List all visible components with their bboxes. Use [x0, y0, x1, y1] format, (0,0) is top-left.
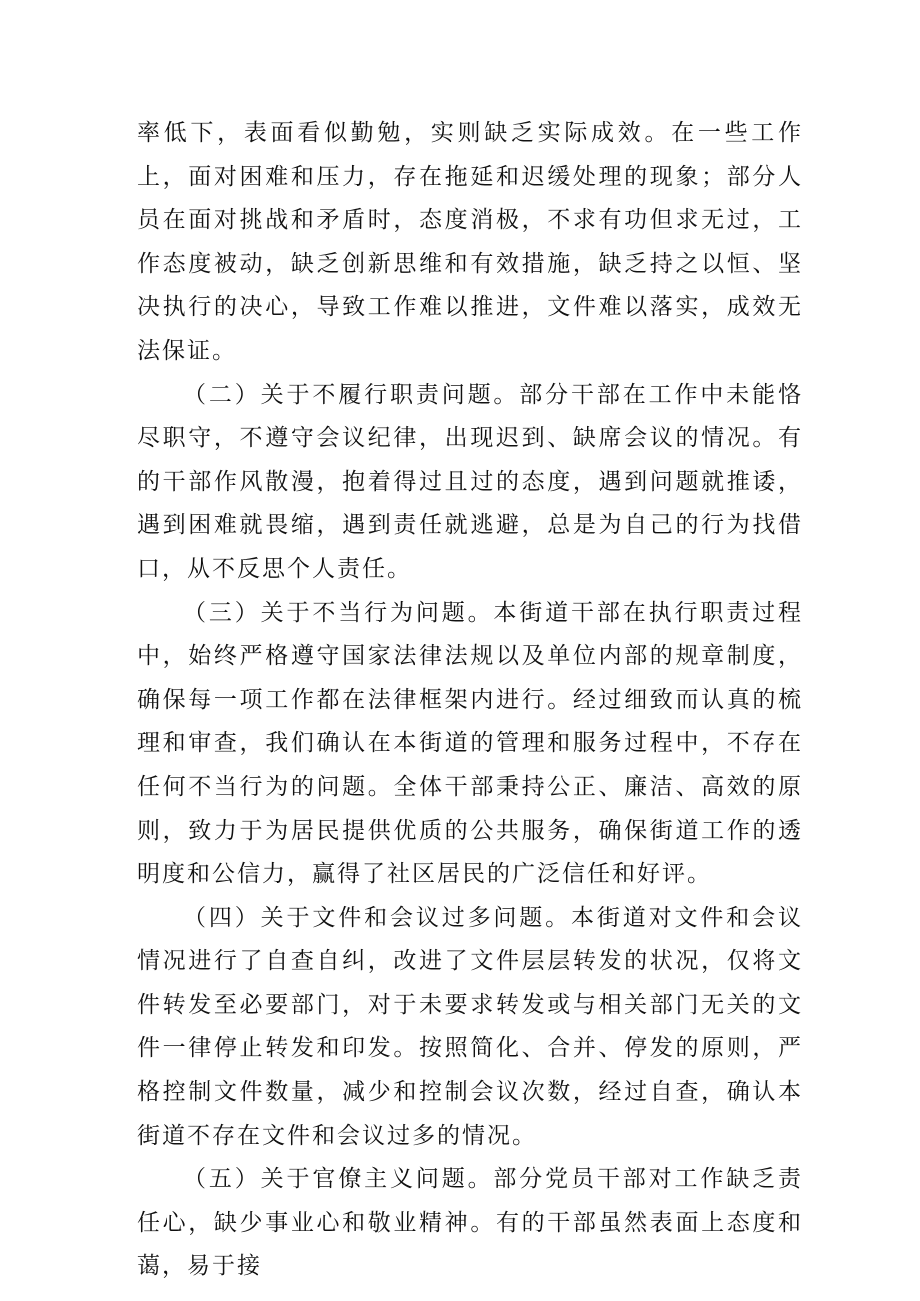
paragraph-section-4: （四）关于文件和会议过多问题。本街道对文件和会议情况进行了自查自纠，改进了文件层层转发的状况，仅将文件转发至必要部门，对于未要求转发或与相关部门无关的文件一律停止转发和印发。按照简化、合并、停发的原则，严格控制文件数量，减少和控制会议次数，经过自查，确认本街道不存在文件和会议过多的情况。 [137, 904, 803, 1149]
document-body [137, 112, 803, 1289]
paragraph-section-5: （五）关于官僚主义问题。部分党员干部对工作缺乏责任心，缺少事业心和敬业精神。有的干部虽然表面上态度和蔼，易于接 [137, 1166, 803, 1280]
paragraph-continuation: 率低下，表面看似勤勉，实则缺乏实际成效。在一些工作上，面对困难和压力，存在拖延和迟缓处理的现象；部分人员在面对挑战和矛盾时，态度消极，不求有功但求无过，工作态度被动，缺乏创新思维和有效措施，缺乏持之以恒、坚决执行的决心，导致工作难以推进，文件难以落实，成效无法保证。 [137, 120, 803, 364]
paragraph-section-3: （三）关于不当行为问题。本街道干部在执行职责过程中，始终严格遵守国家法律法规以及单位内部的规章制度，确保每一项工作都在法律框架内进行。经过细致而认真的梳理和审查，我们确认在本街道的管理和服务过程中，不存在任何不当行为的问题。全体干部秉持公正、廉洁、高效的原则，致力于为居民提供优质的公共服务，确保街道工作的透明度和公信力，赢得了社区居民的广泛信任和好评。 [137, 599, 803, 888]
paragraph-section-2: （二）关于不履行职责问题。部分干部在工作中未能恪尽职守，不遵守会议纪律，出现迟到、缺席会议的情况。有的干部作风散漫，抱着得过且过的态度，遇到问题就推诿，遇到困难就畏缩，遇到责任就逃避，总是为自己的行为找借口，从不反思个人责任。 [137, 381, 803, 582]
